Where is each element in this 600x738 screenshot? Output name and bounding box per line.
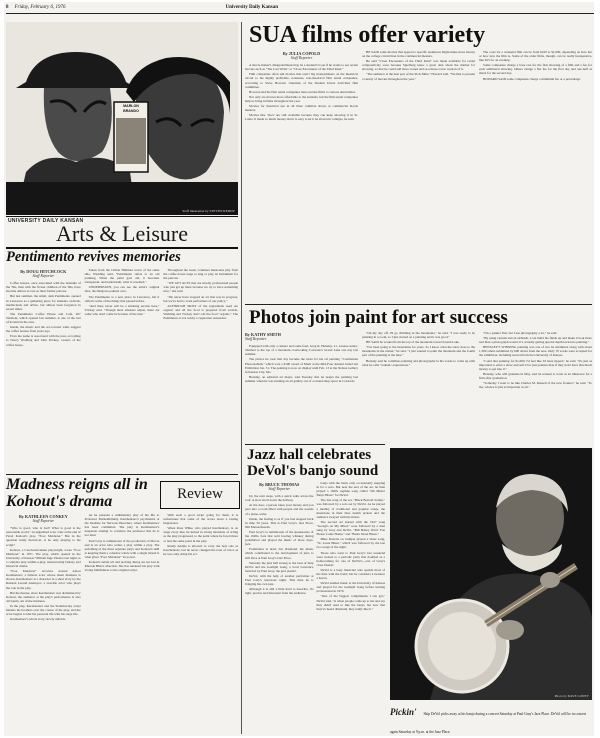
section-paper-name: UNIVERSITY DAILY KANSAN bbox=[8, 218, 84, 224]
paragraph: Hensley, who will graduate in May, said he wanted to work as an illustrator for a firm after graduation. bbox=[479, 371, 592, 380]
paragraph: "One of the biggest compliments I can get," DeVol said, "is when people come up to me and say they didn't used to like the banjo, but now that they've heard dixieland, they really like it." bbox=[316, 594, 385, 611]
paragraph: The Pentimento Coffee House and Cafe, 927 Vermont, which opened last summer, is one of the last of its kind in the area. bbox=[6, 311, 81, 325]
photos-column-3 bbox=[479, 331, 592, 390]
folio-line bbox=[6, 2, 594, 14]
paragraph: Hensley, an editorial art major, said Tuesday that he began the painting last summer when he was running an art gallery out of a rented shop space in Colorado. bbox=[245, 374, 358, 383]
paragraph: A movie maker's disappointment may be a student's boon if he wants to see recent movies such as "The Last Waltz" or "Close Encounters of the Third Kind." bbox=[245, 63, 358, 72]
paragraph: Even the name is associated with the past, according to Nancy Wadding and John Trickey, owners of the coffee house. bbox=[6, 334, 81, 347]
paragraph: Paul Gray's is reminiscent of the speakeasies of the 1920s, bars that sold bootleg whiskey during prohibition and played the music of those days-jazz. bbox=[245, 529, 314, 547]
paragraph: When Ross Wilke, who played Kerzhentsev, is on stage every line, he turned in strong moments of acting as the play progressed, to the point where he faced more or less the same point in the play. bbox=[163, 526, 239, 543]
paragraph: Hensley said he combines painting and photography in his works to come up with what he calls "realistic expressions." bbox=[362, 358, 475, 367]
photos-column-1 bbox=[245, 331, 358, 390]
brando-illustration bbox=[6, 22, 238, 215]
paragraph: The last song of the set, "Black Bottom Stomp," was followed by a solo set by DeVol. As he played a medley of traditional and popular songs, the musicians in their blue denim jackets and the audience swayed with the music. bbox=[316, 498, 385, 519]
paragraph: "I'm a painter first, but I use photography a lot," he said. bbox=[483, 331, 558, 335]
paragraph: HENSLEY'S WINNING painting was one of two he submitted along with about 1,300 others submitted by 600 artists from the area. Only 70 works were accepted for the exhibition, including several from the University of Kansas. bbox=[479, 345, 592, 358]
paragraph: Kohout's subtle wit and probing dialog are not lost in Rhonda Bliss's direction. She has rendered his play with loving faithfulness to the original script. bbox=[84, 560, 160, 573]
banjo-photo-credit: Photo by DAVE LONEY bbox=[554, 694, 589, 698]
sua-byline: By JULIA COPOLD bbox=[282, 51, 321, 56]
photos-column-2 bbox=[362, 331, 475, 390]
pickin-caption-block bbox=[390, 702, 592, 734]
paragraph: Throughout the week, volunteer musicians play from the coffee house stage to sing or play an instrument for the patrons. bbox=[163, 268, 239, 281]
sua-column-3 bbox=[479, 50, 592, 122]
paragraph: Movies for theatrical use in all three common shows at commercial movie theaters. bbox=[245, 104, 358, 113]
paragraph: Howard said the film rental companies then rent the films to various universities. bbox=[249, 89, 356, 94]
illustration-credit: Staff illustration by STEVEN REDDY bbox=[182, 209, 235, 213]
pentimento-column-2 bbox=[85, 268, 160, 348]
paragraph: DeVol, with the help of another performer at Paul Gray's tenacious night. This time he is bringing his own jazz. bbox=[245, 573, 314, 587]
jazz-staff: Staff Reporter bbox=[268, 487, 290, 492]
photos-article bbox=[245, 304, 592, 445]
paragraph: Saturday the jazz hall swung to the beat of Skip DeVol and the Gaslight Gang, a local Lawrence band led by Paul Gray, the jazz pianist. bbox=[245, 560, 314, 573]
paragraph: Some companies charge a base rate for the first showing of a film and a fee for each additional showing. Others charge a flat fee for the first day and one-half as much for the second day. bbox=[479, 63, 592, 76]
paragraph: Inside, the music and the art-covered walls suggest the coffee houses from years ago. bbox=[6, 325, 81, 334]
pentimento-byline: By DOUG HITCHCOCK bbox=[20, 269, 67, 274]
paragraph: Prohibition is dead, but dixieland, the music which contributed to the development of jazz, is still alive at Paul Gray's Jazz Place. bbox=[245, 547, 314, 560]
paragraph: As he presents a rudimentary play of his life to Professor Drzhembitskiy, Kerzhentsev's psychiatrist at the Institute for Nervous Disorders, where Kerzhentsev has been committed. The play is Kerzhentsev's desperate attempt to convince the professor that he is not mad. bbox=[84, 513, 160, 538]
madness-headline: Madness reigns all in Kohout's drama bbox=[6, 476, 148, 510]
poster-text: MARLON BRANDO bbox=[123, 104, 139, 113]
paragraph: The photos he took that day became the basis for his oil painting "Continental Photorealism," which won a $100 award of Merit at the Mid-Four Annual Juried Art Exhibition Jan. 31. The painting is now on display until Feb. 13 at the Nelson Gallery in Kansas City, Mo. bbox=[245, 357, 358, 374]
pentimento-article bbox=[6, 250, 238, 474]
paragraph: UNDERNEATH, you can see the artist's original idea, the things he painted over. bbox=[84, 285, 160, 294]
paragraph: "I've been going to the mountains for years. So I know what the snow does to the mountains in the winter," he said. "I just wanted to paint the mountain and the fourth part of the painting is the lake." bbox=[362, 345, 475, 358]
paragraph: Although it is still a little hard to describe, it's tight, precise and dissonant from the audience. bbox=[245, 587, 314, 596]
paragraph: Movies like 'Jaws' are still available because they can keep showing it in St. Louis. It made so much money that it is easy to let it be shown in colleges, he said. bbox=[245, 113, 358, 122]
paragraph: Equipped with only a camera and some feed, Greg R. Hensley, 21, Lenexa senior, climbed to the top of a mountain overlooking Colorado's Grand Lake one day last summer. bbox=[245, 344, 358, 357]
jazz-column-1 bbox=[245, 481, 314, 612]
paragraph: "On my day off, I'll go climbing in the mountains," he said. "I was ready to be painting in a room, so I just started on a painting and it was good." bbox=[362, 331, 475, 340]
pentimento-staff: Staff Reporter bbox=[32, 274, 55, 279]
paragraph: Film companies often sell movies that aren't big moneymakers on the theatrical circuit to the highly profitable, nonsense, non-theatrical film rental companies, according to Steve Howard, chairman of the Student Union Activities film committee. bbox=[245, 72, 358, 89]
section-title: Arts & Leisure bbox=[56, 221, 188, 246]
paragraph: HOWARD SAID some companies charge a minimum fee or a percentage. bbox=[483, 76, 581, 81]
pickin-label: Pickin' bbox=[390, 707, 417, 717]
paragraph: The costs for a weekend film can be from $100 to $1,000, depending on how hot or how new the film is. Some of the older films, though, can be really inexpensive, like $25 for an evening. bbox=[479, 50, 592, 63]
jazz-byline: By BRUCE THOMAS bbox=[259, 482, 300, 487]
paragraph: With such a good script going for them, it is unfortunate that some of the actors leave a lasting impression. bbox=[163, 513, 239, 526]
paragraph: Not only are movies more affordable to the students, but the film rental companies help us bring in films throughout the year. bbox=[245, 94, 358, 103]
paragraph: Randy Adams is allowed to carry the best role as Kerzhentsev, but he never changed his tone of voice as he was only doing his act. bbox=[163, 543, 239, 556]
paragraph: ALTHOUGH MOST of the ingredients used are organic and all the food is prepared from scratch, Wadding and Trickey don't call the food "organic." The Pentimento is not solely a vegetarian restaurant. bbox=[163, 303, 239, 321]
paragraph: Those who went to Paul Gray's last weekend were treated to a periodic party that doubled as a homecoming for one of DeVol's—one of Gray's close friends. bbox=[316, 550, 385, 567]
paragraph: "We never have stopped an act that was in progress, but we've had to warn performers of our policy." bbox=[163, 294, 239, 303]
section-header bbox=[6, 216, 238, 249]
column-rule bbox=[241, 22, 242, 734]
sua-article bbox=[245, 22, 592, 304]
jazz-headline: Jazz hall celebrates DeVol's banjo sound bbox=[247, 447, 379, 479]
paragraph: At the door, a person takes your money and you pass into a room filled with people and the sounds of a piano-some. bbox=[245, 503, 314, 516]
page-number: 8 bbox=[6, 5, 9, 10]
paragraph: In the play, Kerzhentsev and the Stanislavsky script hinders his brothers over the course of the play, and the actor begins to blur his personal life with his stage life. bbox=[6, 603, 81, 617]
paragraph: "I said that painting for $1,000, I'd feel like I'd been ripped," he said. "It's just as important to enter a show and sell it for just pennies than if they don't have that much money to get into it." bbox=[479, 358, 592, 371]
paragraph: Up the stair steps, with a quick walk across the roof. A slow stroll down the hallway. bbox=[245, 494, 314, 503]
paragraph: HE SAID he worked from the top of the mountain toward Grand Lake. bbox=[366, 340, 460, 345]
pickin-caption: Skip DeVol picks away at his banjo during a concert Saturday at Paul Gray's Jazz Place. DeVol will be in concert again Saturday at 9 p.m. at the Jazz Place. bbox=[390, 712, 586, 734]
madness-byline: By KATHLEEN CONKEY bbox=[18, 514, 68, 519]
paragraph: Kerzhentsev's whole story slowly unfolds. bbox=[10, 617, 66, 622]
sua-column-2 bbox=[362, 50, 475, 122]
banjo-player-icon bbox=[390, 448, 592, 700]
paragraph: banjo with the band, only occasionally stepping in for a solo. But near the end of the set, he then played a 1920s ragtime song called "Oh Mister Banjo Blues" for DeVol. bbox=[316, 481, 385, 498]
banjo-photo bbox=[390, 448, 592, 700]
paragraph: "Who is good, who is bad? What is good is the reasonable world," an anguished actor cries at the end of Pavel Kohout's play, "Poor Murderer." But in the question really rhetorical, is he only playing to his script? bbox=[6, 526, 81, 547]
paragraph: But the theater, since Kerzhentsev was dramatized by Kohout, the audience at the play's performance is also obviously out of the madness. bbox=[6, 590, 81, 603]
review-box bbox=[160, 481, 240, 509]
paragraph: Paul Gray is reminiscent of the production of Moore and is an actor who writes a play within a play. The unfolding of the three separate plays and Kohout's skill at keeping them a cohesive whole with a single thread is what gives "Poor Murderer" its power. bbox=[84, 538, 160, 559]
paragraph: But last summer, the small, dark Pentimento opened in Lawrence as a gathering place for students, radicals, intellectuals and artists, but almost been forgotten in recent times. bbox=[6, 294, 81, 311]
paragraph: DeVol studied music at the University of Kansas and played for the Gaslight Gang before turning professional in 1970. bbox=[316, 581, 385, 594]
issue-date: Friday, February 6, 1976 bbox=[14, 5, 66, 10]
madness-column-3 bbox=[163, 513, 238, 622]
paragraph: Mike Roberts on trumpet played a blues song, "St. Louis Blues," which was followed by the last two songs of the night. bbox=[316, 537, 385, 550]
paragraph: HE SAID some movies that appeal to specific audiences might make more money on the college circuit than in the commercial theaters. bbox=[362, 50, 475, 59]
paragraph: "The audience is the best part of the SUA films," Howard said. "We like to present a variety of movies throughout the year." bbox=[362, 72, 475, 81]
review-label: Review bbox=[177, 486, 223, 502]
photos-byline: By KATHY SMITH bbox=[245, 332, 281, 337]
paragraph: Kohout, a Czechoslovakian playwright, wrote "Poor Murderer" in 1971. The play, which opened in the University of Kansas' William Inge Theatre last night, is a complex play-within-a-play, interweaving fantasy and historical drama. bbox=[6, 547, 81, 569]
paper-name: University Daily Kansan bbox=[225, 5, 278, 10]
madness-column-1 bbox=[6, 513, 81, 622]
pentimento-headline: Pentimento revives memories bbox=[6, 249, 181, 265]
illustration-art-icon bbox=[6, 22, 238, 215]
pentimento-column-3 bbox=[163, 268, 238, 348]
paragraph: Taken from the Lillian Hellman novel of the same title, Wadding said, "Pentimento refers to an old painting. When the paint gets old, it becomes transparent, and underneath, what is revealed." bbox=[84, 268, 160, 285]
photos-headline: Photos join paint for art success bbox=[249, 307, 508, 328]
paragraph: Inside, the feeling is as if you had stepped back in time 50 years. This is Paul Gray's Jazz Place, 926 Massachusetts. bbox=[245, 516, 314, 529]
madness-article bbox=[6, 474, 238, 735]
sua-column-1 bbox=[245, 50, 358, 122]
sua-headline: SUA films offer variety bbox=[249, 22, 486, 48]
jazz-column-2 bbox=[317, 481, 386, 612]
paragraph: He said "Close Encounters of the Third Kind" was made available for rental comparatively soon because Spielberg knew a great deal about the market for showing, so that he could add more scenes and re-release a new version of it. bbox=[362, 59, 475, 72]
paragraph: "WE GET ACTS that are mostly professional people who just get up there because we try to have something nice," she said. bbox=[163, 281, 239, 294]
photos-staff: Staff Reporter bbox=[245, 337, 267, 342]
paragraph: "Someday I want to be like Charles M. Russell of the new frontier," he said. "To me, science is just as important as art." bbox=[479, 381, 592, 390]
paragraph: "Poor Murderer" revolves around Anton Kerzhentsev, a famous actor whose latent madness is shown. Kerzhentsev is a character in a short story by the Russian Leonid Andreyev, a real-life actor who plays the role in the play. bbox=[6, 569, 81, 590]
paragraph: "By using varnish and an airbrush, I can build the finish up and make it look more real than a photograph would. It's actually getting special depth back into painting." bbox=[479, 336, 592, 345]
jazz-article bbox=[245, 444, 385, 735]
madness-staff: Staff Reporter bbox=[32, 519, 55, 524]
paragraph: The Pentimento is a new place in Lawrence, but it reflects some of the things that passed before. bbox=[84, 294, 160, 303]
paragraph: The second set started with the 1927 song "Georgia on My Mind," soon followed by a duet sung by Gray and DeVol, "Bill Bailey Won't You Please Come Home," and "Basin Street Blues." bbox=[316, 519, 385, 537]
madness-column-2 bbox=[85, 513, 160, 622]
paragraph: "And there never will be a smoking section here," Trickey said. "Though most smokers adjust, there are some who don't come in because of the rule." bbox=[84, 303, 160, 316]
paragraph: DeVol is a busy musician who spends most of his time with the band; but he considers Lawrence a haven. bbox=[316, 567, 385, 581]
paragraph: Coffee houses, once associated with the beatniks of the '50s, then with the flower children of the '60s, have become almost as rare as their former patrons. bbox=[6, 281, 81, 294]
sua-staff: Staff Reporter bbox=[290, 56, 313, 61]
pentimento-column-1 bbox=[6, 268, 81, 348]
